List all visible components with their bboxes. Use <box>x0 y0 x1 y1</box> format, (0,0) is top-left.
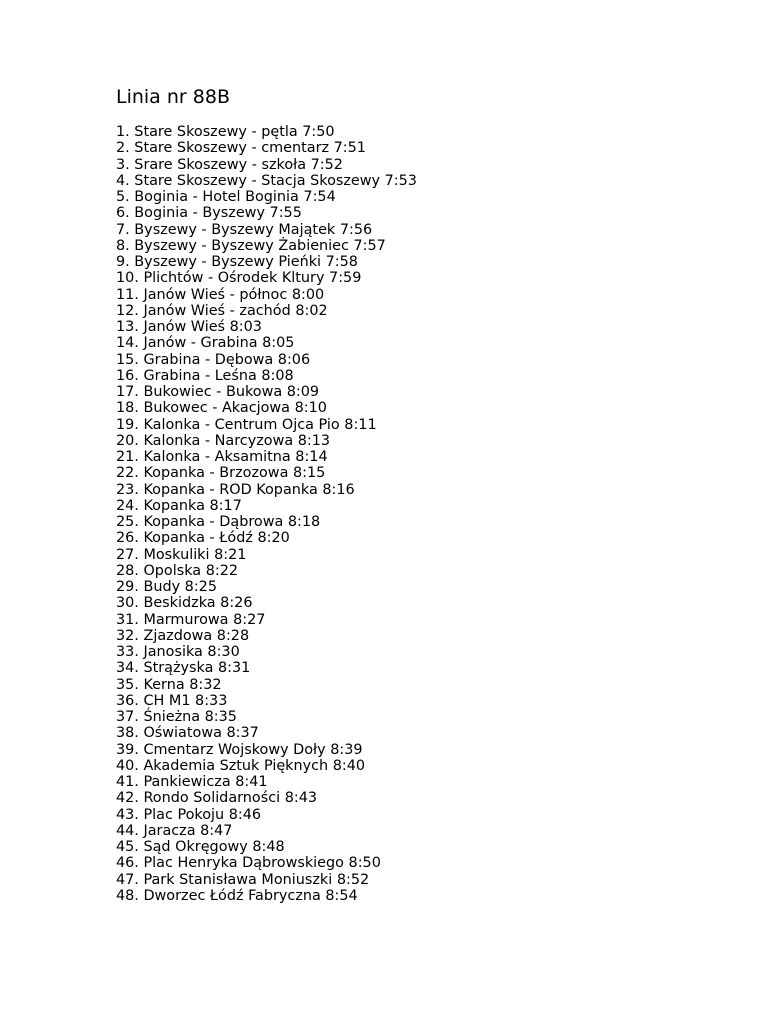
stop-list-item: 1. Stare Skoszewy - pętla 7:50 <box>116 124 335 140</box>
stop-list-item: 4. Stare Skoszewy - Stacja Skoszewy 7:53 <box>116 172 417 189</box>
stop-list-item: 3. Srare Skoszewy - szkoła 7:52 <box>116 156 343 173</box>
stop-list-item: 28. Opolska 8:22 <box>116 562 239 579</box>
stop-list-item: 42. Rondo Solidarności 8:43 <box>116 790 318 807</box>
stop-list-item: 44. Jaracza 8:47 <box>116 822 233 839</box>
stop-list-item: 33. Janosika 8:30 <box>116 644 240 660</box>
stop-list-item: 34. Strążyska 8:31 <box>116 660 251 677</box>
stop-list-item: 27. Moskuliki 8:21 <box>116 546 247 563</box>
stop-list <box>116 124 736 904</box>
stop-list-item: 24. Kopanka 8:17 <box>116 497 242 514</box>
stop-list-item: 10. Plichtów - Ośrodek Kltury 7:59 <box>116 270 362 287</box>
stop-list-item: 13. Janów Wieś 8:03 <box>116 319 262 335</box>
stop-list-item: 46. Plac Henryka Dąbrowskiego 8:50 <box>116 855 381 872</box>
stop-list-item: 6. Boginia - Byszewy 7:55 <box>116 205 302 222</box>
stop-list-item: 26. Kopanka - Łódź 8:20 <box>116 530 290 547</box>
stop-list-item: 45. Sąd Okręgowy 8:48 <box>116 839 285 855</box>
stop-list-item: 38. Oświatowa 8:37 <box>116 725 259 742</box>
stop-list-item: 19. Kalonka - Centrum Ojca Pio 8:11 <box>116 416 377 433</box>
stop-list-item: 37. Śnieżna 8:35 <box>116 709 237 725</box>
stop-list-item: 17. Bukowiec - Bukowa 8:09 <box>116 384 320 400</box>
stop-list-item: 43. Plac Pokoju 8:46 <box>116 806 262 823</box>
stop-list-item: 12. Janów Wieś - zachód 8:02 <box>116 302 328 319</box>
stop-list-item: 32. Zjazdowa 8:28 <box>116 627 250 644</box>
stop-list-item: 16. Grabina - Leśna 8:08 <box>116 367 294 384</box>
stop-list-item: 11. Janów Wieś - północ 8:00 <box>116 286 325 303</box>
stop-list-item: 48. Dworzec Łódź Fabryczna 8:54 <box>116 887 358 904</box>
document-page <box>116 84 736 904</box>
stop-list-item: 20. Kalonka - Narcyzowa 8:13 <box>116 432 331 449</box>
stop-list-item: 21. Kalonka - Aksamitna 8:14 <box>116 449 328 465</box>
stop-list-item: 15. Grabina - Dębowa 8:06 <box>116 351 311 368</box>
stop-list-item: 14. Janów - Grabina 8:05 <box>116 335 295 352</box>
stop-list-item: 18. Bukowec - Akacjowa 8:10 <box>116 400 327 417</box>
stop-list-item: 31. Marmurowa 8:27 <box>116 611 266 628</box>
stop-list-item: 2. Stare Skoszewy - cmentarz 7:51 <box>116 140 366 157</box>
stop-list-item: 9. Byszewy - Byszewy Pieńki 7:58 <box>116 254 358 270</box>
stop-list-item: 39. Cmentarz Wojskowy Doły 8:39 <box>116 741 363 758</box>
stop-list-item: 36. CH M1 8:33 <box>116 692 228 709</box>
stop-list-item: 29. Budy 8:25 <box>116 579 217 595</box>
stop-list-item: 5. Boginia - Hotel Boginia 7:54 <box>116 189 336 205</box>
stop-list-item: 30. Beskidzka 8:26 <box>116 595 253 612</box>
stop-list-item: 47. Park Stanisława Moniuszki 8:52 <box>116 871 370 888</box>
stop-list-item: 41. Pankiewicza 8:41 <box>116 774 268 790</box>
stop-list-item: 40. Akademia Sztuk Pięknych 8:40 <box>116 757 366 774</box>
stop-list-item: 22. Kopanka - Brzozowa 8:15 <box>116 465 326 482</box>
stop-list-item: 8. Byszewy - Byszewy Żabieniec 7:57 <box>116 237 386 254</box>
stop-list-item: 23. Kopanka - ROD Kopanka 8:16 <box>116 481 355 498</box>
stop-list-item: 7. Byszewy - Byszewy Majątek 7:56 <box>116 221 373 238</box>
document-title: Linia nr 88B <box>116 86 230 108</box>
stop-list-item: 35. Kerna 8:32 <box>116 676 222 693</box>
stop-list-item: 25. Kopanka - Dąbrowa 8:18 <box>116 514 321 530</box>
